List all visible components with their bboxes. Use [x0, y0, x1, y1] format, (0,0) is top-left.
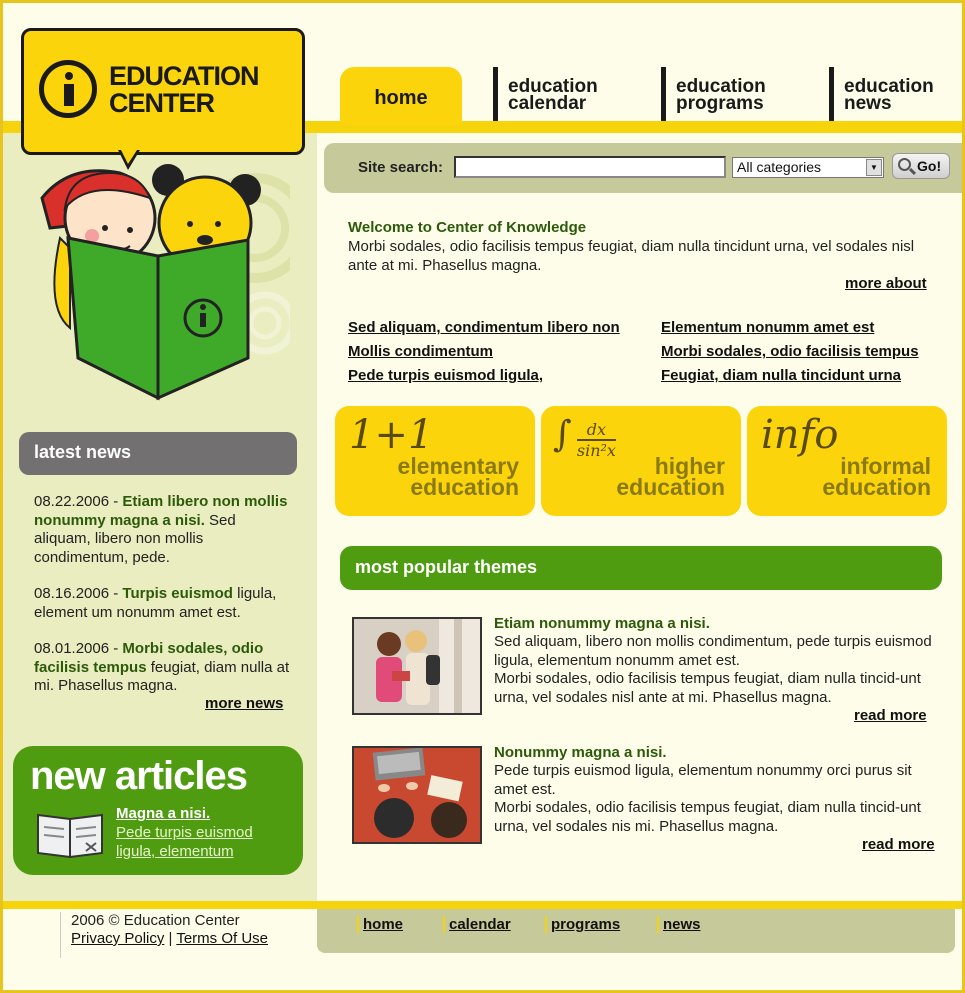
go-button[interactable] — [892, 153, 950, 179]
category-select-value: All categories — [737, 159, 822, 175]
more-news-link[interactable]: more news — [205, 695, 284, 712]
quick-links-left — [348, 316, 620, 388]
tab-label: education — [676, 76, 766, 97]
quick-links-right — [661, 316, 919, 388]
info-icon — [39, 60, 97, 118]
footer-link-home[interactable]: home — [357, 916, 403, 933]
article-link[interactable]: Magna a nisi. — [116, 805, 211, 822]
tab-home[interactable]: home — [340, 67, 462, 125]
edu-formula: ∫ $\frac{dx}{\text{sin²x}}$ — [553, 414, 616, 460]
tab-education-calendar[interactable] — [493, 67, 598, 121]
quick-link[interactable]: Feugiat, diam nulla tincidunt urna — [661, 367, 902, 384]
footer-copyright — [60, 912, 268, 958]
magnifier-icon — [898, 158, 911, 171]
news-text: feugiat, diam nulla at mi. Phasellus magna. — [34, 658, 290, 694]
study-photo[interactable] — [352, 746, 482, 844]
tab-label: education — [508, 76, 598, 97]
kids-reading-illustration — [30, 158, 290, 403]
edu-label — [616, 453, 725, 500]
formula-numerator: dx — [577, 420, 616, 441]
news-item — [34, 640, 294, 696]
theme-text — [494, 762, 934, 836]
news-date: 08.22.2006 - — [34, 493, 123, 510]
search-label: Site search: — [358, 159, 444, 176]
footer-link-news[interactable]: news — [657, 916, 701, 933]
edu-script: 1+1 — [349, 412, 434, 458]
latest-news-title: latest news — [34, 442, 132, 462]
popular-themes-title: most popular themes — [355, 557, 538, 577]
logo-text — [109, 63, 259, 117]
news-headline[interactable]: Turpis euismod — [122, 585, 233, 602]
tab-label: news — [844, 93, 892, 114]
tab-label: calendar — [508, 93, 587, 114]
article-link[interactable]: Pede turpis euismod ligula, elementum — [116, 824, 253, 860]
quick-link[interactable]: Mollis condimentum — [348, 343, 494, 360]
edu-label-line: elementary — [397, 453, 519, 479]
new-articles-title: new articles — [30, 754, 248, 798]
quick-link[interactable]: Morbi sodales, odio facilisis tempus — [661, 343, 919, 360]
footer-link-programs[interactable]: programs — [545, 916, 620, 933]
theme-text-para: Morbi sodales, odio facilisis tempus feugiat, diam nulla tincid-unt urna, vel sodales nis mi. Phasellus magna. — [494, 799, 921, 835]
open-book-icon — [36, 809, 104, 859]
logo-line-2: CENTER — [109, 88, 215, 118]
edu-script: info — [761, 412, 839, 458]
formula-denominator: sin²x — [576, 441, 616, 460]
quick-link[interactable]: Elementum nonumm amet est — [661, 319, 875, 336]
go-button-label: Go! — [917, 158, 942, 174]
theme-text-para: Pede turpis euismod ligula, elementum nonummy orci purus sit amet est. — [494, 762, 912, 798]
edu-label-line: higher — [654, 453, 725, 479]
footer-band — [3, 901, 962, 909]
read-more-link[interactable]: read more — [862, 836, 935, 853]
edu-label-line: education — [616, 474, 725, 500]
popular-themes-header — [340, 546, 942, 590]
search-input[interactable] — [454, 156, 726, 178]
logo[interactable] — [21, 28, 305, 155]
theme-title[interactable]: Nonummy magna a nisi. — [494, 744, 667, 761]
footer-separator: | — [164, 930, 177, 947]
footer-nav — [317, 909, 955, 953]
higher-education-box[interactable] — [541, 406, 741, 516]
new-articles-panel — [13, 746, 303, 875]
edu-label-line: education — [822, 474, 931, 500]
theme-text-para: Morbi sodales, odio facilisis tempus feugiat, diam nulla tincid-unt urna, vel sodales nisl ante at mi. Phasellus magna. — [494, 670, 921, 706]
informal-education-box[interactable] — [747, 406, 947, 516]
terms-of-use-link[interactable]: Terms Of Use — [176, 930, 269, 947]
students-photo-image — [354, 619, 482, 715]
copyright-text: 2006 © Education Center — [71, 912, 240, 929]
news-item — [34, 493, 294, 567]
tab-education-programs[interactable] — [661, 67, 766, 121]
tab-education-news[interactable] — [829, 67, 934, 121]
more-about-link[interactable]: more about — [845, 275, 927, 292]
news-headline[interactable]: Etiam libero non mollis nonummy magna a nisi. — [34, 493, 288, 529]
footer-link-calendar[interactable]: calendar — [443, 916, 511, 933]
students-photo[interactable] — [352, 617, 482, 715]
news-date: 08.16.2006 - — [34, 585, 123, 602]
tab-label: programs — [676, 93, 764, 114]
news-date: 08.01.2006 - — [34, 640, 123, 657]
read-more-link[interactable]: read more — [854, 707, 927, 724]
quick-link[interactable]: Sed aliquam, condimentum libero non — [348, 319, 620, 336]
chevron-down-icon[interactable]: ▼ — [866, 159, 882, 176]
privacy-policy-link[interactable]: Privacy Policy — [71, 930, 165, 947]
study-photo-image — [354, 748, 482, 844]
edu-label — [822, 453, 931, 500]
theme-title[interactable]: Etiam nonummy magna a nisi. — [494, 615, 710, 632]
elementary-education-box[interactable] — [335, 406, 535, 516]
news-item — [34, 585, 294, 622]
theme-text-para: Sed aliquam, libero non mollis condimentum, pede turpis euismod ligula, elementum nonumm amet est. — [494, 633, 932, 669]
tab-label: education — [844, 76, 934, 97]
category-select[interactable] — [732, 157, 884, 178]
news-text: ligula, element um nonumm amet est. — [34, 585, 277, 621]
news-text: Sed aliquam, libero non mollis condimentum, pede. — [34, 511, 236, 566]
latest-news-header — [19, 432, 297, 475]
search-bar — [324, 143, 962, 193]
edu-label — [397, 453, 519, 500]
quick-link[interactable]: Pede turpis euismod ligula, — [348, 367, 544, 384]
theme-text — [494, 633, 934, 707]
welcome-text: Morbi sodales, odio facilisis tempus feugiat, diam nulla tincidunt urna, vel sodales nisl ante at mi. Phasellus magna. — [348, 238, 915, 274]
news-headline[interactable]: Morbi sodales, odio facilisis tempus — [34, 640, 264, 676]
edu-label-line: informal — [840, 453, 931, 479]
welcome-title: Welcome to Center of Knowledge — [348, 219, 587, 236]
edu-label-line: education — [410, 474, 519, 500]
logo-line-1: EDUCATION — [109, 61, 259, 91]
